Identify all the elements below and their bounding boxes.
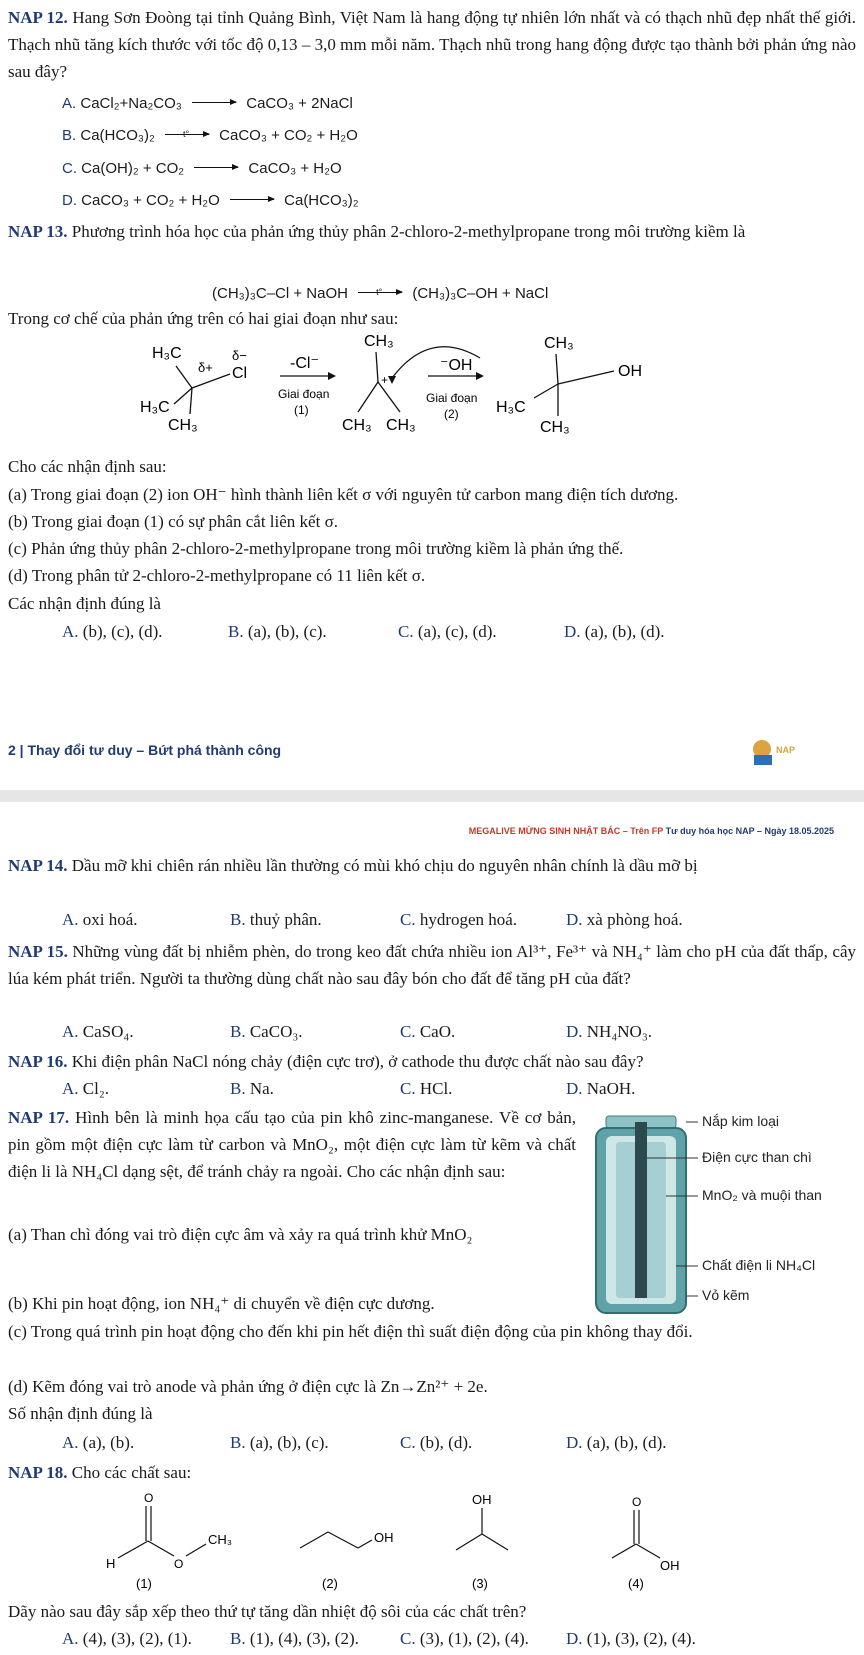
option-a[interactable]: A. (a), (b). (62, 1433, 135, 1452)
question-ask: Số nhận định đúng là (8, 1404, 153, 1423)
hydrolysis-equation: (CH₃)₃C–Cl + NaOH t° (CH₃)₃C–OH + NaCl (212, 285, 549, 302)
h3c-label: H₃C (496, 399, 526, 416)
question-number: NAP 17. (8, 1108, 70, 1127)
logo-icon (750, 733, 800, 767)
step1-reagent: -Cl⁻ (290, 355, 319, 372)
reaction-arrow: t° (165, 134, 209, 135)
hydrogen-label: H (106, 1556, 116, 1571)
battery-diagram (588, 1110, 698, 1320)
option-c[interactable]: C. CaO. (400, 1022, 456, 1041)
question-17 (8, 1104, 576, 1185)
delta-minus: δ− (232, 348, 247, 363)
option-c[interactable]: C. hydrogen hoá. (400, 910, 518, 929)
question-number: NAP 18. (8, 1463, 68, 1482)
delta-plus: δ+ (198, 360, 213, 375)
option-c[interactable]: C. Ca(OH)₂ + CO₂ CaCO₃ + H₂O (62, 160, 342, 177)
reaction-arrow: t° (358, 292, 402, 293)
statement-a: (a) Than chì đóng vai trò điện cực âm và xảy ra quá trình khử MnO₂ (8, 1225, 473, 1244)
oxygen-label: O (174, 1557, 184, 1571)
ch3-label: CH₃ (544, 335, 574, 352)
option-b[interactable]: B. CaCO₃. (230, 1022, 303, 1041)
question-16 (8, 1048, 856, 1075)
ch3-label: CH₃ (386, 417, 416, 434)
product-structure (496, 335, 642, 436)
page-footer: 2 | Thay đổi tư duy – Bứt phá thành công (8, 742, 282, 758)
question-18 (8, 1459, 856, 1486)
option-b[interactable]: B. (a), (b), (c). (228, 622, 327, 641)
question-number: NAP 12. (8, 8, 68, 27)
step2-label: Giai đoạn (426, 391, 478, 405)
reaction-arrow (230, 199, 274, 200)
reaction-arrow (192, 102, 236, 103)
option-b[interactable]: B. Ca(HCO₃)₂ t° CaCO₃ + CO₂ + H₂O (62, 127, 358, 144)
option-d[interactable]: D. (a), (b), (d). (566, 1433, 667, 1452)
question-number: NAP 13. (8, 222, 68, 241)
question-text: Hình bên là minh họa cấu tạo của pin khô zinc-manganese. Về cơ bản, pin gồm một điện cực làm từ carbon và MnO₂, một điện cực làm từ kẽm và chất điện li là NH₄Cl dạng sệt, để tránh chảy ra ngoài. Cho các nhận định sau: (8, 1108, 577, 1181)
reactant-structure (140, 345, 247, 434)
question-number: NAP 14. (8, 856, 68, 875)
battery-label-cap: Nắp kim loại (702, 1113, 780, 1129)
ch3-label: CH₃ (168, 417, 198, 434)
structure-2-propanol (300, 1530, 394, 1591)
plus-charge: + (381, 373, 389, 387)
oh-label: OH (660, 1558, 680, 1573)
option-d[interactable]: D. NaOH. (566, 1079, 636, 1098)
question-14 (8, 852, 856, 879)
structures-diagram (90, 1486, 790, 1596)
option-c[interactable]: C. HCl. (400, 1079, 453, 1098)
structure-4-acetic-acid (612, 1495, 680, 1591)
option-d[interactable]: D. xà phòng hoá. (566, 910, 683, 929)
step2-reagent: ⁻OH (440, 357, 473, 374)
option-d[interactable]: D. (1), (3), (2), (4). (566, 1629, 696, 1648)
question-ask: Các nhận định đúng là (8, 594, 161, 613)
oh-label: OH (472, 1492, 492, 1507)
battery-label-graphite: Điện cực than chì (702, 1149, 812, 1165)
event-banner: MEGALIVE MỪNG SINH NHẬT BÁC – Trên FP Tư duy hóa học NAP – Ngày 18.05.2025 (468, 826, 834, 836)
statement-c: (c) Phản ứng thủy phân 2-chloro-2-methylpropane trong môi trường kiềm là phản ứng thế. (8, 539, 624, 558)
option-c[interactable]: C. (a), (c), (d). (398, 622, 497, 641)
statement-b: (b) Khi pin hoạt động, ion NH₄⁺ di chuyển về điện cực dương. (8, 1294, 435, 1313)
ch3-label: CH₃ (342, 417, 372, 434)
ch3-label: CH₃ (208, 1532, 233, 1547)
ch3-label: CH₃ (540, 419, 570, 436)
h3c-label: H₃C (140, 399, 170, 416)
mechanism-diagram (130, 328, 690, 448)
option-c[interactable]: C. (3), (1), (2), (4). (400, 1629, 529, 1648)
question-13 (8, 218, 856, 245)
battery-label-mno2: MnO₂ và muội than (702, 1187, 822, 1203)
option-a[interactable]: A. Cl₂. (62, 1079, 110, 1098)
cl-label: Cl (232, 365, 248, 382)
page-number: 2 (8, 742, 16, 758)
reaction-arrow (194, 167, 238, 168)
step-1 (278, 355, 336, 417)
structure-label: (3) (472, 1576, 488, 1591)
question-text: Cho các chất sau: (71, 1463, 192, 1482)
question-text: Những vùng đất bị nhiễm phèn, do trong keo đất chứa nhiều ion Al³⁺, Fe³⁺ và NH₄⁺ làm cho pH của đất thấp, cây lúa kém phát triển. Người ta thường dùng chất nào sau đây bón cho đất để tăng pH của đất? (8, 942, 857, 988)
question-12 (8, 4, 856, 85)
question-text: Hang Sơn Đoòng tại tỉnh Quảng Bình, Việt Nam là hang động tự nhiên lớn nhất và có thạch nhũ đẹp nhất thế giới. Thạch nhũ tăng kích thước với tốc độ 0,13 – 3,0 mm mỗi năm. Thạch nhũ trong hang động được tạo thành bởi phản ứng nào sau đây? (8, 8, 857, 81)
statement-d: (d) Trong phân tử 2-chloro-2-methylpropane có 11 liên kết σ. (8, 566, 426, 585)
question-15 (8, 938, 856, 992)
option-a[interactable]: A. CaSO₄. (62, 1022, 134, 1041)
question-ask: Dãy nào sau đây sắp xếp theo thứ tự tăng dần nhiệt độ sôi của các chất trên? (8, 1602, 527, 1621)
option-a[interactable]: A. oxi hoá. (62, 910, 138, 929)
statement-c: (c) Trong quá trình pin hoạt động cho đến khi pin hết điện thì suất điện động của pin không thay đổi. (8, 1322, 693, 1341)
structure-label: (2) (322, 1576, 338, 1591)
statement-a: (a) Trong giai đoạn (2) ion OH⁻ hình thành liên kết σ với nguyên tử carbon mang điện tích dương. (8, 485, 679, 504)
battery-label-electrolyte: Chất điện li NH₄Cl (702, 1257, 816, 1273)
oh-label: OH (374, 1530, 394, 1545)
step1-number: (1) (294, 403, 309, 417)
option-d[interactable]: D. CaCO₃ + CO₂ + H₂O Ca(HCO₃)₂ (62, 192, 359, 209)
structure-label: (4) (628, 1576, 644, 1591)
battery-label-zinc: Vỏ kẽm (702, 1287, 750, 1303)
ch3-label: CH₃ (364, 333, 394, 350)
page-separator (0, 790, 864, 802)
structure-1-methyl-formate (106, 1491, 232, 1591)
option-b[interactable]: B. (a), (b), (c). (230, 1433, 329, 1452)
question-number: NAP 15. (8, 942, 68, 961)
oxygen-label: O (144, 1491, 154, 1505)
logo-text: NAP (776, 745, 796, 755)
carbocation-structure (342, 333, 480, 434)
option-b[interactable]: B. thuỷ phân. (230, 910, 322, 929)
question-text: Khi điện phân NaCl nóng chảy (điện cực trơ), ở cathode thu được chất nào sau đây? (71, 1052, 644, 1071)
statements-intro: Cho các nhận định sau: (8, 457, 167, 476)
option-b[interactable]: B. Na. (230, 1079, 274, 1098)
option-d[interactable]: D. (a), (b), (d). (564, 622, 665, 641)
option-b[interactable]: B. (1), (4), (3), (2). (230, 1629, 359, 1648)
option-a[interactable]: A. (4), (3), (2), (1). (62, 1629, 192, 1648)
structure-3-isopropanol (456, 1492, 508, 1591)
mechanism-intro: Trong cơ chế của phản ứng trên có hai giai đoạn như sau: (8, 309, 399, 328)
question-text: Phương trình hóa học của phản ứng thủy phân 2-chloro-2-methylpropane trong môi trường kiềm là (71, 222, 746, 241)
oh-label: OH (618, 363, 642, 380)
oxygen-label: O (632, 1495, 642, 1509)
statement-b: (b) Trong giai đoạn (1) có sự phân cắt liên kết σ. (8, 512, 338, 531)
nap-logo (750, 733, 800, 767)
h3c-label: H₃C (152, 345, 182, 362)
option-c[interactable]: C. (b), (d). (400, 1433, 473, 1452)
step-2 (426, 357, 484, 421)
step1-label: Giai đoạn (278, 387, 330, 401)
option-a[interactable]: A. CaCl₂+Na₂CO₃ CaCO₃ + 2NaCl (62, 95, 353, 112)
question-number: NAP 16. (8, 1052, 68, 1071)
option-d[interactable]: D. NH₄NO₃. (566, 1022, 652, 1041)
question-text: Dầu mỡ khi chiên rán nhiều lần thường có mùi khó chịu do nguyên nhân chính là dầu mỡ bị (71, 856, 698, 875)
statement-d: (d) Kẽm đóng vai trò anode và phản ứng ở điện cực là Zn→Zn²⁺ + 2e. (8, 1377, 488, 1396)
option-a[interactable]: A. (b), (c), (d). (62, 622, 163, 641)
step2-number: (2) (444, 407, 459, 421)
structure-label: (1) (136, 1576, 152, 1591)
footer-title: Thay đổi tư duy – Bứt phá thành công (27, 742, 282, 758)
